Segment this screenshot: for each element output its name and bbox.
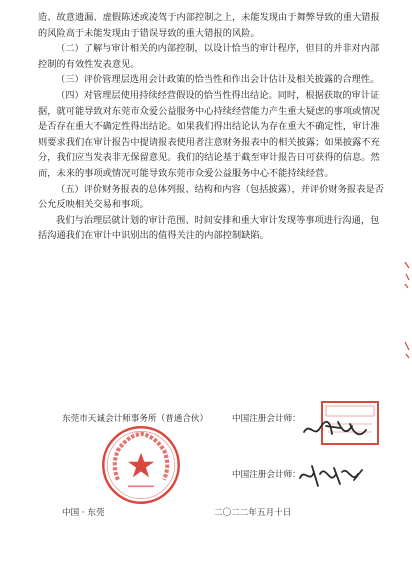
firm-name: 东莞市天诚会计师事务所（普通合伙）	[62, 414, 209, 424]
edge-seal-fragment	[404, 340, 410, 360]
paragraph-communication: 我们与治理层就计划的审计范围、时间安排和重大审计发现等事项进行沟通，包括沟通我们在审计中识别出的值得关注的内部控制缺陷。	[38, 214, 380, 242]
paragraph-going-concern: （四）对管理层使用持续经营假设的恰当性得出结论。同时，根据获取的审计证据，就可能导致对东莞市众爱公益服务中心持续经营能力产生重大疑虑的事项或情况是否存在重大不确定性得出结论。如果我们得出结论认为存在重大不确定性，审计准则要求我们在审计报告中提请报表使用者注意财务报表中的相关披露；如果披露不充分，我们应当发表非无保留意见。我们的结论基于截至审计报告日可获得的信息。然而，未来的事项或情况可能导致东莞市众爱公益服务中心不能持续经营。	[38, 89, 380, 179]
cpa-label-first: 中国注册会计师：	[232, 414, 301, 424]
firm-seal-stamp	[100, 424, 182, 506]
paragraph-internal-control: （二）了解与审计相关的内部控制，以设计恰当的审计程序，但目的并非对内部控制的有效性发表意见。	[38, 43, 380, 70]
handwritten-signature-second	[296, 460, 366, 490]
handwritten-signature-first	[300, 416, 370, 444]
report-date: 二〇二二年五月十日	[214, 508, 292, 518]
paragraph-presentation: （五）评价财务报表的总体列报、结构和内容（包括披露），并评价财务报表是否公允反映相关交易和事项。	[38, 183, 384, 211]
paragraph-continuation: 造、故意遗漏、虚假陈述或凌驾于内部控制之上，未能发现由于舞弊导致的重大错报的风险高于未能发现由于错误导致的重大错报的风险。	[38, 12, 380, 39]
cpa-label-second: 中国注册会计师：	[232, 470, 301, 480]
report-location: 中国 · 东莞	[62, 508, 105, 518]
edge-seal-fragment	[404, 260, 410, 290]
paragraph-accounting-policy: （三）评价管理层选用会计政策的恰当性和作出会计估计及相关披露的合理性。	[56, 74, 380, 86]
signature-block	[0, 400, 412, 584]
report-body	[38, 10, 388, 244]
